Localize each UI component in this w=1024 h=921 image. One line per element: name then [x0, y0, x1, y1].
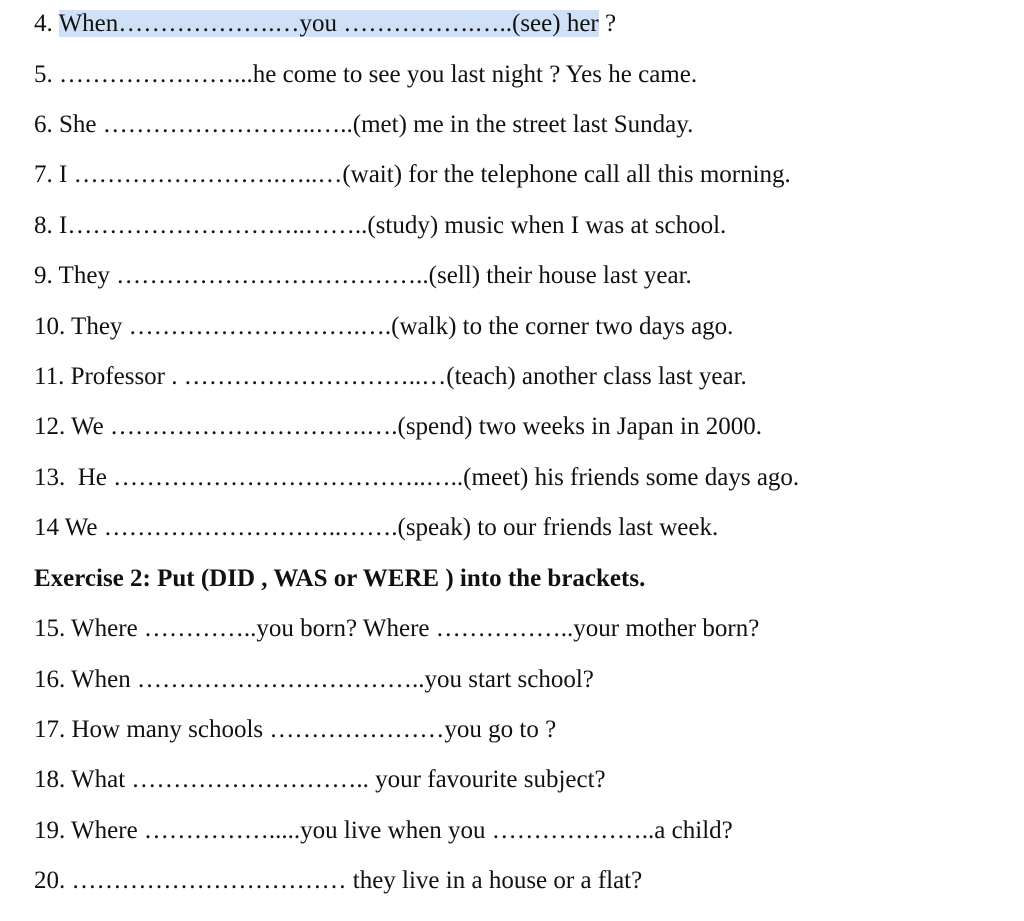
exercise-line-16[interactable]: 16. When ……………………………..you start school?: [34, 666, 594, 693]
exercise-line-12[interactable]: 12. We ………………………….….(spend) two weeks in Japan in 2000.: [34, 413, 763, 440]
exercise-line-11[interactable]: 11. Professor . ………………………..…(teach) another class last year.: [34, 363, 747, 390]
exercise-line-8[interactable]: 8. I………………………..……..(study) music when I was at school.: [34, 212, 727, 239]
line-4-number: 4.: [34, 10, 59, 37]
exercise-line-18[interactable]: 18. What ……………………….. your favourite subject?: [34, 766, 606, 793]
line-4-end: ?: [598, 10, 617, 37]
exercise-line-13[interactable]: 13. He ………………………………..…..(meet) his friends some days ago.: [34, 464, 800, 491]
exercise-line-9[interactable]: 9. They ………………………………..(sell) their house last year.: [34, 262, 692, 289]
exercise-line-4[interactable]: [34, 7, 616, 41]
exercise-line-17[interactable]: 17. How many schools …………………you go to ?: [34, 716, 557, 743]
exercise-line-20[interactable]: 20. …………………………… they live in a house or a flat?: [34, 867, 643, 894]
selected-text-highlight[interactable]: When……………….…you …………….…..(see) her: [58, 10, 599, 37]
exercise-line-15[interactable]: 15. Where …………..you born? Where ……………..your mother born?: [34, 615, 760, 642]
exercise-line-14[interactable]: 14 We ………………………..…….(speak) to our friends last week.: [34, 514, 719, 541]
exercise-line-7[interactable]: 7. I …………………….…..…(wait) for the telephone call all this morning.: [34, 161, 791, 188]
exercise-line-6[interactable]: 6. She ……………………..…..(met) me in the street last Sunday.: [34, 111, 694, 138]
exercise-line-5[interactable]: 5. …………………...he come to see you last night ? Yes he came.: [34, 61, 698, 88]
exercise-2-heading[interactable]: Exercise 2: Put (DID , WAS or WERE ) into the brackets.: [34, 565, 646, 592]
exercise-line-19[interactable]: 19. Where …………….....you live when you ………………..a child?: [34, 817, 733, 844]
exercise-line-10[interactable]: 10. They ……………………….….(walk) to the corner two days ago.: [34, 313, 734, 340]
